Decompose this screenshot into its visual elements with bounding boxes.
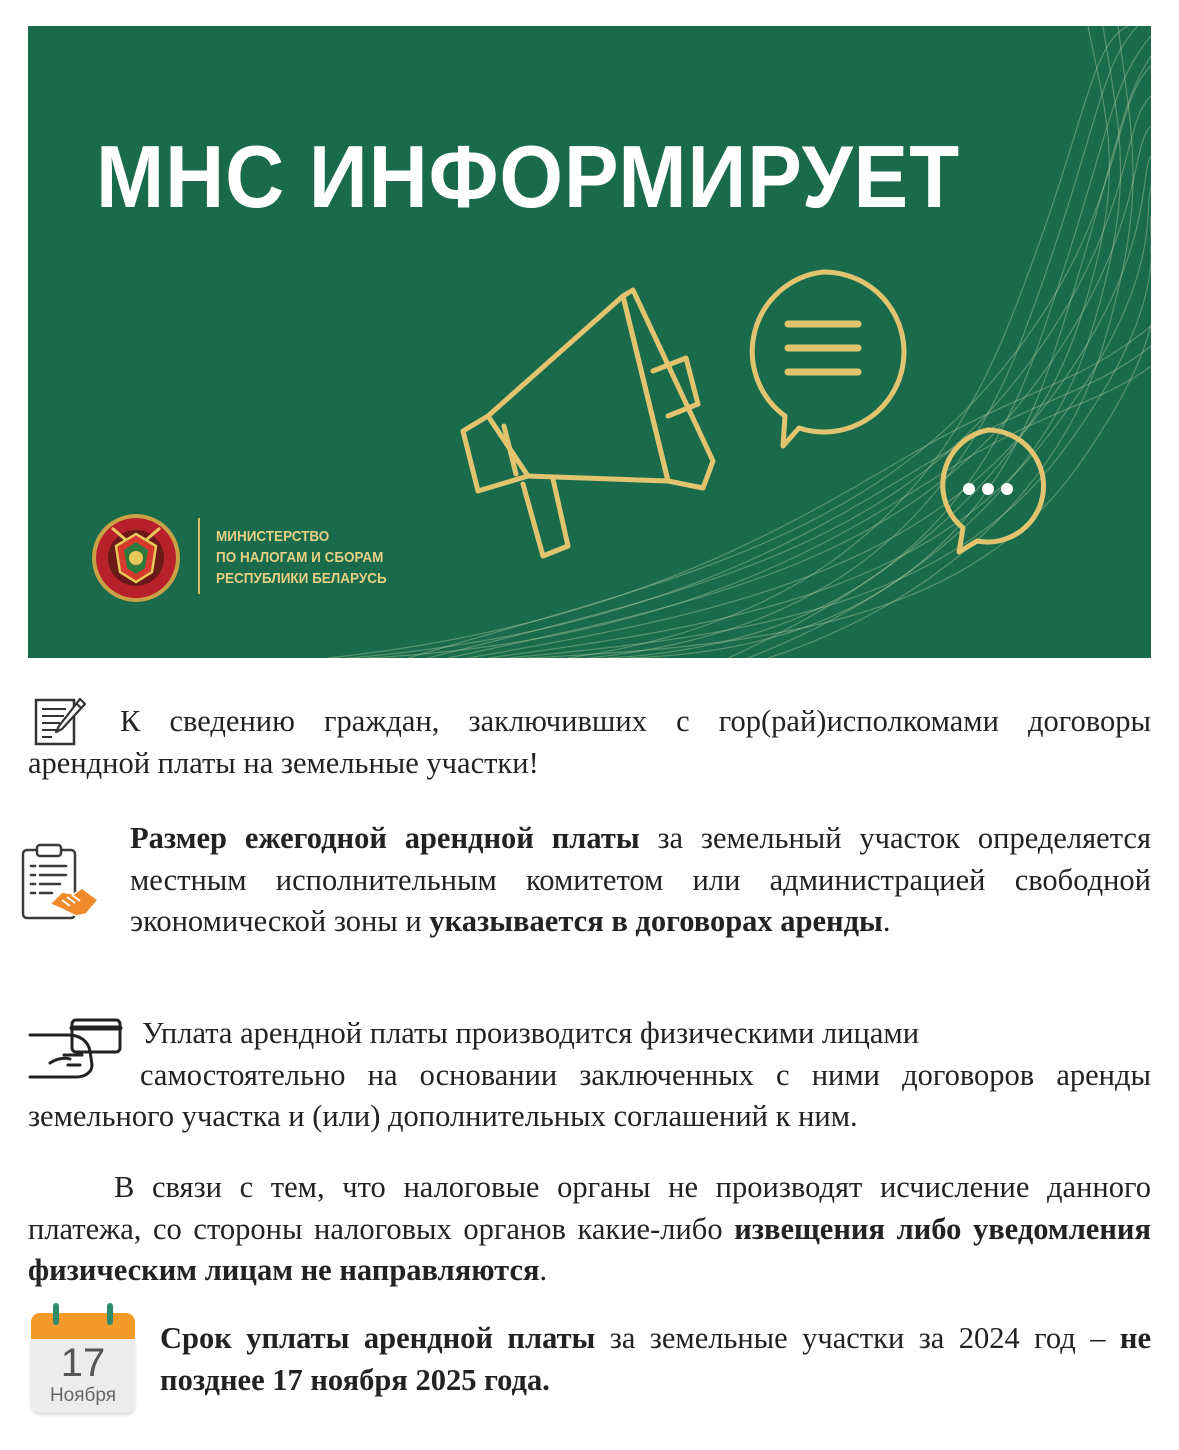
org-divider [198,518,200,594]
deadline-heading: Срок уплаты арендной платы [160,1321,596,1355]
ministry-name-line: ПО НАЛОГАМ И СБОРАМ [216,549,384,566]
calendar-header [31,1313,135,1339]
calendar-month: Ноября [49,1385,117,1406]
banner-title: МНС ИНФОРМИРУЕТ [96,127,960,226]
payment-line-1: Уплата арендной платы производится физическими лицами [142,1016,920,1050]
deadline-paragraph [160,1318,1151,1401]
rent-size-period: . [882,904,891,938]
chat-bubble-dots-icon [923,424,1053,559]
deadline-text: за земельные участки за 2024 год – [595,1321,1120,1355]
calendar-icon [31,1303,135,1413]
no-notice-period: . [539,1253,548,1287]
deadline-date: не позднее 17 ноября 2025 года. [160,1321,1151,1397]
payment-text: самостоятельно на основании заключенных с ними договоров аренды земельного участка и (или) дополнительных соглашений к ним. [28,1057,1151,1133]
intro-paragraph [28,701,1151,784]
chat-bubble-lines-icon [733,266,913,456]
intro-text: К сведению граждан, заключивших с гор(рай)исполкомами договоры арендной платы на земельные участки! [28,704,1151,780]
calendar-ring [53,1303,59,1325]
calendar-ring [107,1303,113,1325]
no-notice-paragraph [28,1167,1151,1292]
payment-paragraph [28,1013,1151,1138]
ministry-emblem-icon [86,506,186,606]
ministry-name-line: МИНИСТЕРСТВО [216,528,330,545]
rent-size-text: за земельный участок определяется местным исполнительным комитетом или администрацией свободной экономической зоны и [130,821,1151,938]
no-notice-emphasis: извещения либо уведомления физическим лицам не направляются [28,1211,1151,1287]
ministry-name [216,526,387,589]
rent-size-emphasis: указывается в договорах аренды [429,904,883,938]
clipboard-handshake-icon [20,842,100,922]
no-notice-text: В связи с тем, что налоговые органы не производят исчисление данного платежа, со стороны налоговых органов какие-либо [28,1170,1151,1246]
calendar-day: 17 [60,1341,106,1385]
payment-line-2 [28,1055,1151,1138]
megaphone-icon [428,276,728,566]
banner [28,26,1151,658]
ministry-name-line: РЕСПУБЛИКИ БЕЛАРУСЬ [216,570,387,587]
rent-size-heading: Размер ежегодной арендной платы [130,821,640,855]
rent-size-paragraph [130,818,1151,943]
